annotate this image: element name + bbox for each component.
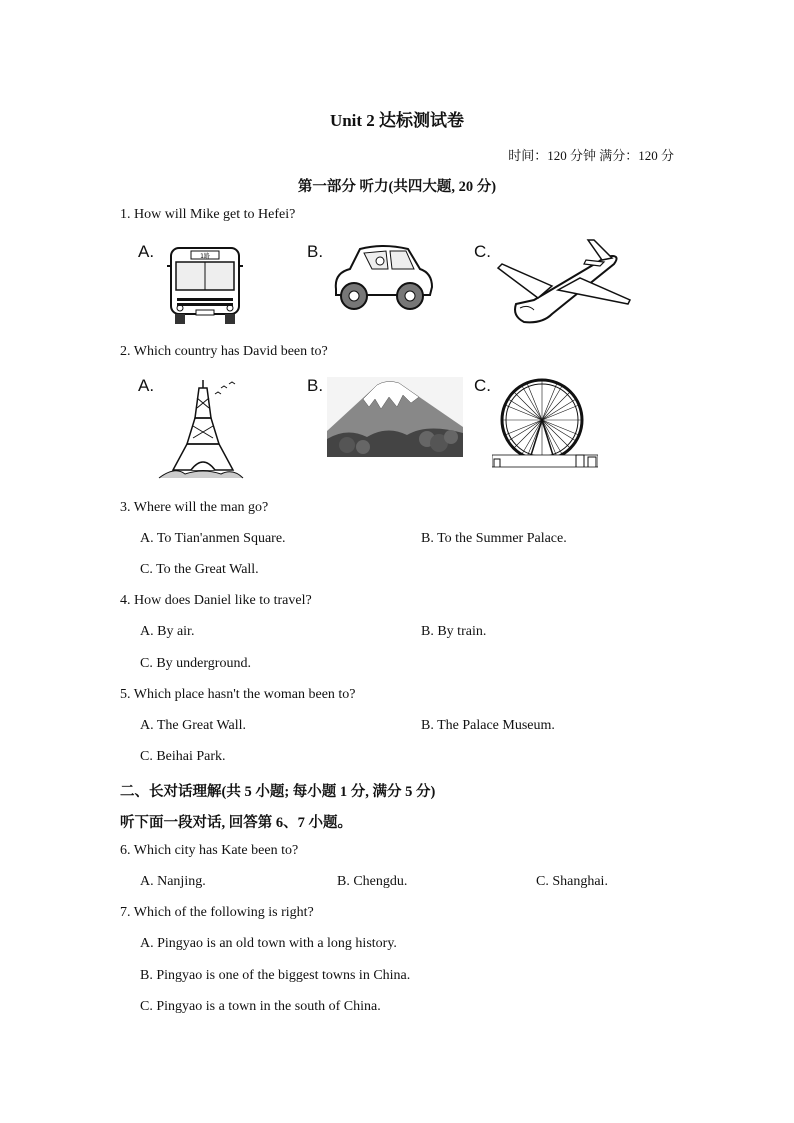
q4-option-c: C. By underground. <box>140 656 251 671</box>
section-2-instruction: 听下面一段对话, 回答第 6、7 小题。 <box>120 815 352 831</box>
ferris-wheel-image <box>492 375 598 471</box>
q6-option-b: B. Chengdu. <box>337 874 408 889</box>
part-heading: 第一部分 听力(共四大题, 20 分) <box>297 179 497 195</box>
q3-option-a: A. To Tian'anmen Square. <box>140 531 286 546</box>
q1-option-c-label: C. <box>474 242 491 261</box>
question-2: 2. Which country has David been to? <box>120 344 328 359</box>
q1-option-a-label: A. <box>138 242 155 261</box>
q6-option-c: C. Shanghai. <box>536 874 608 889</box>
mount-fuji-image <box>327 377 463 457</box>
q3-option-b: B. To the Summer Palace. <box>421 531 567 546</box>
q6-option-a: A. Nanjing. <box>140 874 206 889</box>
q2-option-b-label: B. <box>307 376 324 395</box>
question-4: 4. How does Daniel like to travel? <box>120 593 312 608</box>
q7-option-b: B. Pingyao is one of the biggest towns in China. <box>140 968 411 983</box>
q2-option-a-label: A. <box>138 376 155 395</box>
airplane-image <box>494 238 634 326</box>
q5-option-a: A. The Great Wall. <box>140 718 247 733</box>
q5-option-b: B. The Palace Museum. <box>421 718 555 733</box>
exam-time-score: 时间：120 分钟 满分：120 分 <box>508 148 674 163</box>
question-1: 1. How will Mike get to Hefei? <box>120 207 296 222</box>
eiffel-tower-image <box>155 378 245 482</box>
question-5: 5. Which place hasn't the woman been to? <box>120 687 356 702</box>
q5-option-c: C. Beihai Park. <box>140 749 226 764</box>
q2-option-c-label: C. <box>474 376 491 395</box>
page-title: Unit 2 达标测试卷 <box>329 111 465 130</box>
question-7: 7. Which of the following is right? <box>120 905 314 920</box>
q4-option-a: A. By air. <box>140 624 195 639</box>
q7-option-c: C. Pingyao is a town in the south of China. <box>140 999 381 1014</box>
q1-option-b-label: B. <box>307 242 324 261</box>
q7-option-a: A. Pingyao is an old town with a long history. <box>140 936 397 951</box>
bus-sign: 1路 <box>200 253 210 260</box>
car-image <box>328 243 438 313</box>
q3-option-c: C. To the Great Wall. <box>140 562 259 577</box>
question-6: 6. Which city has Kate been to? <box>120 843 299 858</box>
bus-image <box>165 244 245 326</box>
q4-option-b: B. By train. <box>421 624 487 639</box>
section-2-heading: 二、长对话理解(共 5 小题; 每小题 1 分, 满分 5 分) <box>120 784 436 800</box>
question-3: 3. Where will the man go? <box>120 500 269 515</box>
